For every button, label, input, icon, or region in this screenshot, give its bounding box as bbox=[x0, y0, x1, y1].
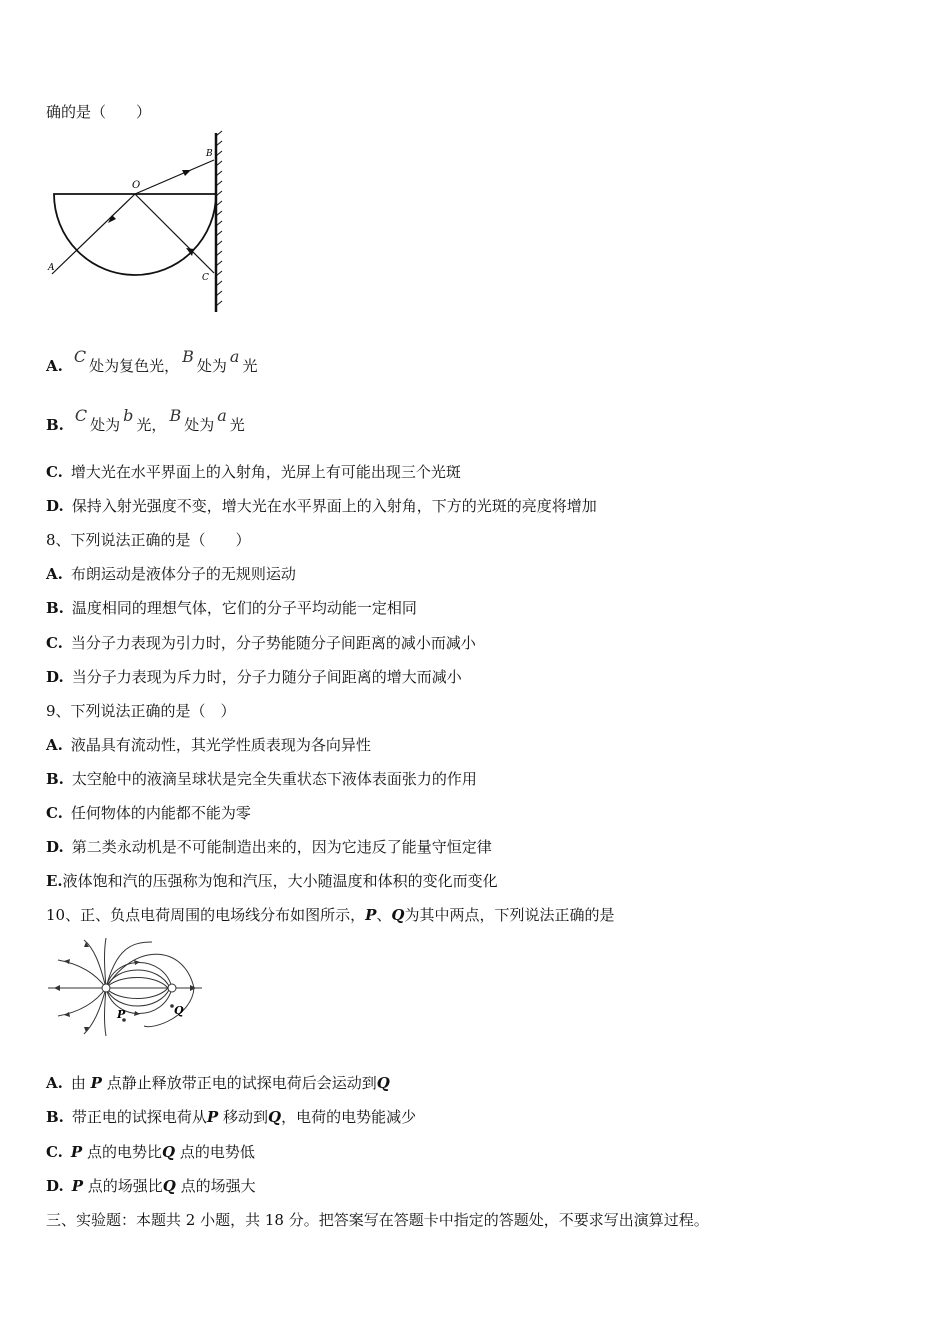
q9-option-c: C. 任何物体的内能都不能为零 bbox=[46, 804, 251, 822]
point-c-label: C bbox=[202, 273, 209, 283]
point-b-label: B bbox=[206, 149, 213, 159]
q10-stem: 10、正、负点电荷周围的电场线分布如图所示，P、Q为其中两点，下列说法正确的是 bbox=[46, 906, 615, 924]
q9-option-a: A. 液晶具有流动性，其光学性质表现为各向异性 bbox=[46, 736, 371, 754]
point-q-label: Q bbox=[174, 1004, 184, 1017]
q7-option-c: C. 增大光在水平界面上的入射角，光屏上有可能出现三个光斑 bbox=[46, 463, 461, 481]
q9-option-e: E.液体饱和汽的压强称为饱和汽压，大小随温度和体积的变化而变化 bbox=[46, 872, 498, 890]
q8-option-a: A. 布朗运动是液体分子的无规则运动 bbox=[46, 565, 296, 583]
q8-option-d: D. 当分子力表现为斥力时，分子力随分子间距离的增大而减小 bbox=[46, 668, 462, 686]
section-3-heading: 三、实验题：本题共 2 小题，共 18 分。把答案写在答题卡中指定的答题处，不要求写出演算过程。 bbox=[46, 1211, 709, 1229]
semicircle-refraction-figure bbox=[44, 128, 234, 318]
q10-option-a: A. 由 P 点静止释放带正电的试探电荷后会运动到Q bbox=[46, 1074, 390, 1092]
point-a-label: A bbox=[48, 263, 55, 273]
question-intro: 确的是（ ） bbox=[46, 103, 152, 121]
q9-option-b: B. 太空舱中的液滴呈球状是完全失重状态下液体表面张力的作用 bbox=[46, 770, 477, 788]
point-p-label: P bbox=[117, 1008, 126, 1021]
q7-option-b: B. C 处为 b 光， B 处为 a 光 bbox=[46, 406, 245, 434]
point-o-label: O bbox=[132, 180, 141, 191]
q10-option-d: D. P 点的场强比Q 点的场强大 bbox=[46, 1177, 256, 1195]
q10-option-b: B. 带正电的试探电荷从P 移动到Q，电荷的电势能减少 bbox=[46, 1108, 417, 1126]
q8-option-c: C. 当分子力表现为引力时，分子势能随分子间距离的减小而减小 bbox=[46, 634, 476, 652]
q8-option-b: B. 温度相同的理想气体，它们的分子平均动能一定相同 bbox=[46, 599, 417, 617]
q10-option-c: C. P 点的电势比Q 点的电势低 bbox=[46, 1143, 255, 1161]
q7-option-a: A. C 处为复色光， B 处为 a 光 bbox=[46, 347, 258, 375]
q9-option-d: D. 第二类永动机是不可能制造出来的，因为它违反了能量守恒定律 bbox=[46, 838, 492, 856]
q8-stem: 8、下列说法正确的是（ ） bbox=[46, 531, 251, 549]
electric-field-lines-figure bbox=[44, 934, 204, 1038]
q7-option-d: D. 保持入射光强度不变，增大光在水平界面上的入射角，下方的光斑的亮度将增加 bbox=[46, 497, 597, 515]
q9-stem: 9、下列说法正确的是（ ） bbox=[46, 702, 236, 720]
